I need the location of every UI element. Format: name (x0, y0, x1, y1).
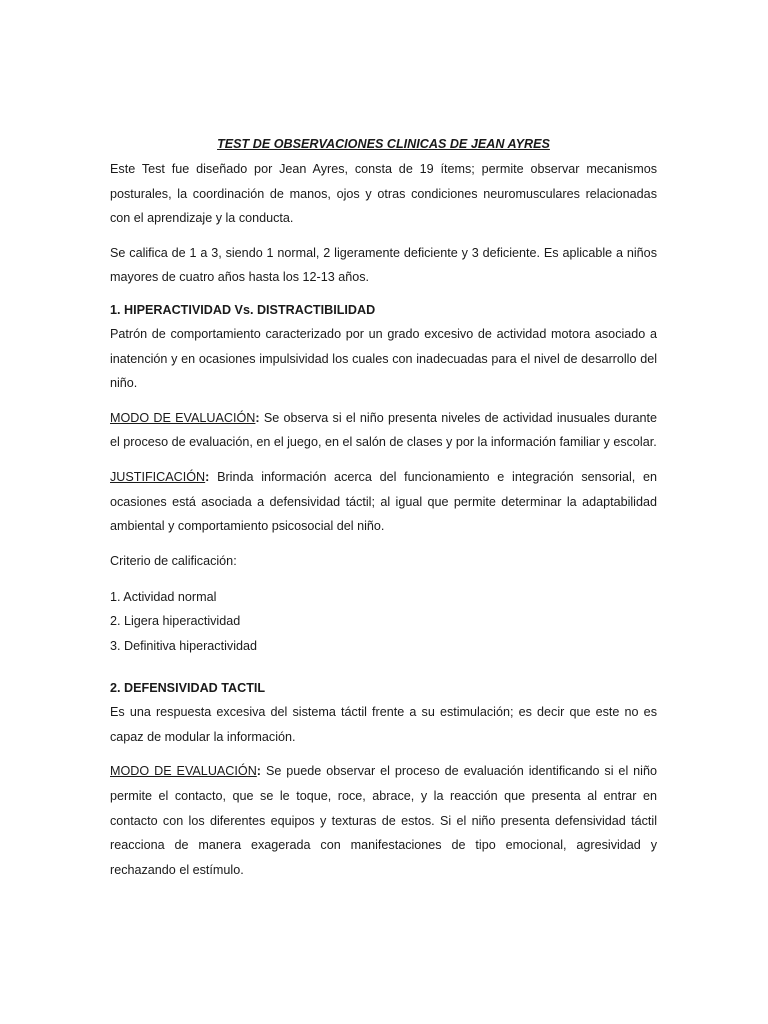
section-spacer (110, 658, 657, 678)
section-2-evaluation-label: MODO DE EVALUACIÓN (110, 764, 257, 779)
section-2-heading: 2. DEFENSIVIDAD TACTIL (110, 681, 266, 696)
section-1-justification-text: Brinda información acerca del funcionamiento e integración sensorial, en ocasiones está asociada a defensividad táctil; al igual que permite determinar la adaptabilidad ambiental y comportamiento psicosocial del niño. (110, 469, 657, 534)
section-2-evaluation-text: Se puede observar el proceso de evaluación identificando si el niño permite el contacto, que se le toque, roce, abrace, y la reacción que presenta al entrar en contacto con los diferentes equipos y texturas de estos. Si el niño presenta defensividad táctil reacciona de manera exagerada con manifestaciones de tipo emocional, agresividad y rechazando el estímulo. (110, 764, 657, 877)
section-1-justification-label: JUSTIFICACIÓN (110, 469, 206, 484)
document-page (110, 134, 657, 892)
document-title: TEST DE OBSERVACIONES CLINICAS DE JEAN AYRES (217, 137, 550, 151)
section-1-criteria-list (110, 585, 657, 659)
criteria-item: 3. Definitiva hiperactividad (110, 638, 258, 653)
section-1-evaluation-label: MODO DE EVALUACIÓN (110, 410, 256, 425)
section-2-description: Es una respuesta excesiva del sistema táctil frente a su estimulación; es decir que este no es capaz de modular la información. (110, 705, 657, 744)
section-1-criteria-title: Criterio de calificación: (110, 553, 237, 568)
criteria-item: 2. Ligera hiperactividad (110, 614, 241, 629)
section-2-evaluation (110, 759, 657, 882)
section-1-justification-colon: : (205, 469, 210, 484)
section-1-description: Patrón de comportamiento caracterizado por un grado excesivo de actividad motora asociado a inatención y en ocasiones impulsividad los cuales con inadecuadas para el nivel de desarrollo del niño. (110, 326, 657, 391)
section-1-heading: 1. HIPERACTIVIDAD Vs. DISTRACTIBILIDAD (110, 302, 376, 317)
criteria-item: 1. Actividad normal (110, 589, 217, 604)
intro-paragraph-2: Se califica de 1 a 3, siendo 1 normal, 2 ligeramente deficiente y 3 deficiente. Es aplicable a niños mayores de cuatro años hasta los 12-13 años. (110, 245, 657, 285)
section-2-evaluation-colon: : (256, 764, 261, 779)
intro-paragraph-1: Este Test fue diseñado por Jean Ayres, consta de 19 ítems; permite observar mecanismos posturales, la coordinación de manos, ojos y otras condiciones neuromusculares relacionadas con el aprendizaje y la conducta. (110, 162, 657, 226)
section-1-evaluation-text: Se observa si el niño presenta niveles de actividad inusuales durante el proceso de evaluación, en el juego, en el salón de clases y por la información familiar y escolar. (110, 410, 657, 450)
section-1-evaluation (110, 406, 657, 455)
section-1-evaluation-colon: : (255, 410, 260, 425)
section-1-justification (110, 465, 657, 539)
